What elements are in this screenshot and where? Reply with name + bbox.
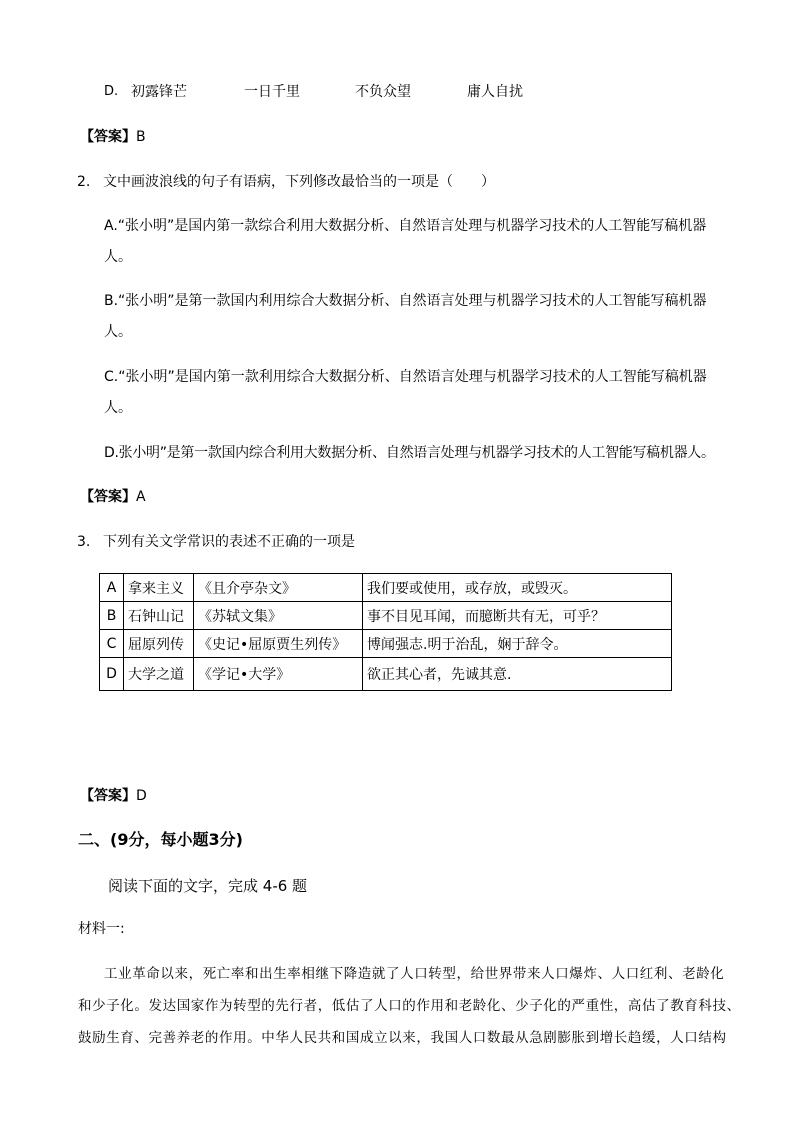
option-word-4: 庸人自扰 xyxy=(467,84,523,100)
table-row xyxy=(100,574,672,602)
section-2-title: 二、(9分，每小题3分) xyxy=(78,830,243,849)
answer-tag: 【答案】 xyxy=(80,489,136,505)
material-1-line-2: 和少子化。发达国家作为转型的先行者，低估了人口的作用和老龄化、少子化的严重性，高估了教育科技、 xyxy=(78,998,741,1014)
q2-option-b-line2: 人。 xyxy=(104,324,132,340)
literature-table xyxy=(99,573,672,691)
q1-option-d xyxy=(0,82,794,102)
option-word-3: 不负众望 xyxy=(355,84,411,100)
table-row xyxy=(100,658,672,691)
question-number: 2. xyxy=(77,174,91,190)
table-cell-quote: 博闻强志.明于治乱，娴于辞令。 xyxy=(363,630,672,658)
table-cell-letter: A xyxy=(100,574,124,602)
table-cell-title: 屈原列传 xyxy=(124,630,194,658)
q2-option-c-line1: C.“张小明”是国内第一款利用综合大数据分析、自然语言处理与机器学习技术的人工智能写稿机器 xyxy=(104,369,707,385)
table-cell-source: 《且介亭杂文》 xyxy=(194,574,363,602)
table-cell-title: 大学之道 xyxy=(124,658,194,691)
option-word-2: 一日千里 xyxy=(244,84,300,100)
answer-1 xyxy=(80,127,146,147)
table-cell-source: 《苏轼文集》 xyxy=(194,602,363,630)
q2-option-a-line1: A.“张小明”是国内第一款综合利用大数据分析、自然语言处理与机器学习技术的人工智能写稿机器 xyxy=(104,218,707,234)
material-1-label: 材料一: xyxy=(78,921,125,937)
table-cell-source: 《学记•大学》 xyxy=(194,658,363,691)
answer-3 xyxy=(80,786,147,806)
answer-tag: 【答案】 xyxy=(80,788,136,804)
answer-letter: B xyxy=(136,129,146,145)
q2-option-c-line2: 人。 xyxy=(104,400,132,416)
material-1-line-3: 鼓励生育、完善养老的作用。中华人民共和国成立以来，我国人口数最从急剧膨胀到增长趋缓，人口结构 xyxy=(78,1030,727,1046)
table-cell-title: 石钟山记 xyxy=(124,602,194,630)
answer-letter: A xyxy=(136,489,146,505)
option-word-1: 初露锋芒 xyxy=(131,84,187,100)
table-cell-source: 《史记•屈原贾生列传》 xyxy=(194,630,363,658)
answer-letter: D xyxy=(136,788,147,804)
answer-tag: 【答案】 xyxy=(80,129,136,145)
table-cell-quote: 欲正其心者，先诚其意. xyxy=(363,658,672,691)
q2-option-b-line1: B.“张小明”是第一款国内利用综合大数据分析、自然语言处理与机器学习技术的人工智能写稿机器 xyxy=(104,293,707,309)
table-row xyxy=(100,630,672,658)
reading-intro: 阅读下面的文字，完成 4-6 题 xyxy=(108,877,308,895)
table-cell-letter: C xyxy=(100,630,124,658)
table-row xyxy=(100,602,672,630)
q2-option-d: D.张小明”是第一款国内综合利用大数据分析、自然语言处理与机器学习技术的人工智能写稿机器人。 xyxy=(104,445,715,461)
question-text: 下列有关文学常识的表述不正确的一项是 xyxy=(103,534,355,550)
table-cell-letter: B xyxy=(100,602,124,630)
table-cell-letter: D xyxy=(100,658,124,691)
question-number: 3. xyxy=(77,534,91,550)
table-cell-title: 拿来主义 xyxy=(124,574,194,602)
material-1-line-1: 工业革命以来，死亡率和出生率相继下降造就了人口转型，给世界带来人口爆炸、人口红利、老龄化 xyxy=(104,966,725,982)
option-label: D. xyxy=(104,84,119,99)
table-cell-quote: 我们要或使用，或存放，或毁灭。 xyxy=(363,574,672,602)
question-text: 文中画波浪线的句子有语病，下列修改最恰当的一项是（ ） xyxy=(103,174,495,190)
q2-option-a-line2: 人。 xyxy=(104,249,132,265)
table-cell-quote: 事不目见耳闻，而臆断共有无，可乎？ xyxy=(363,602,672,630)
answer-2 xyxy=(80,487,146,507)
